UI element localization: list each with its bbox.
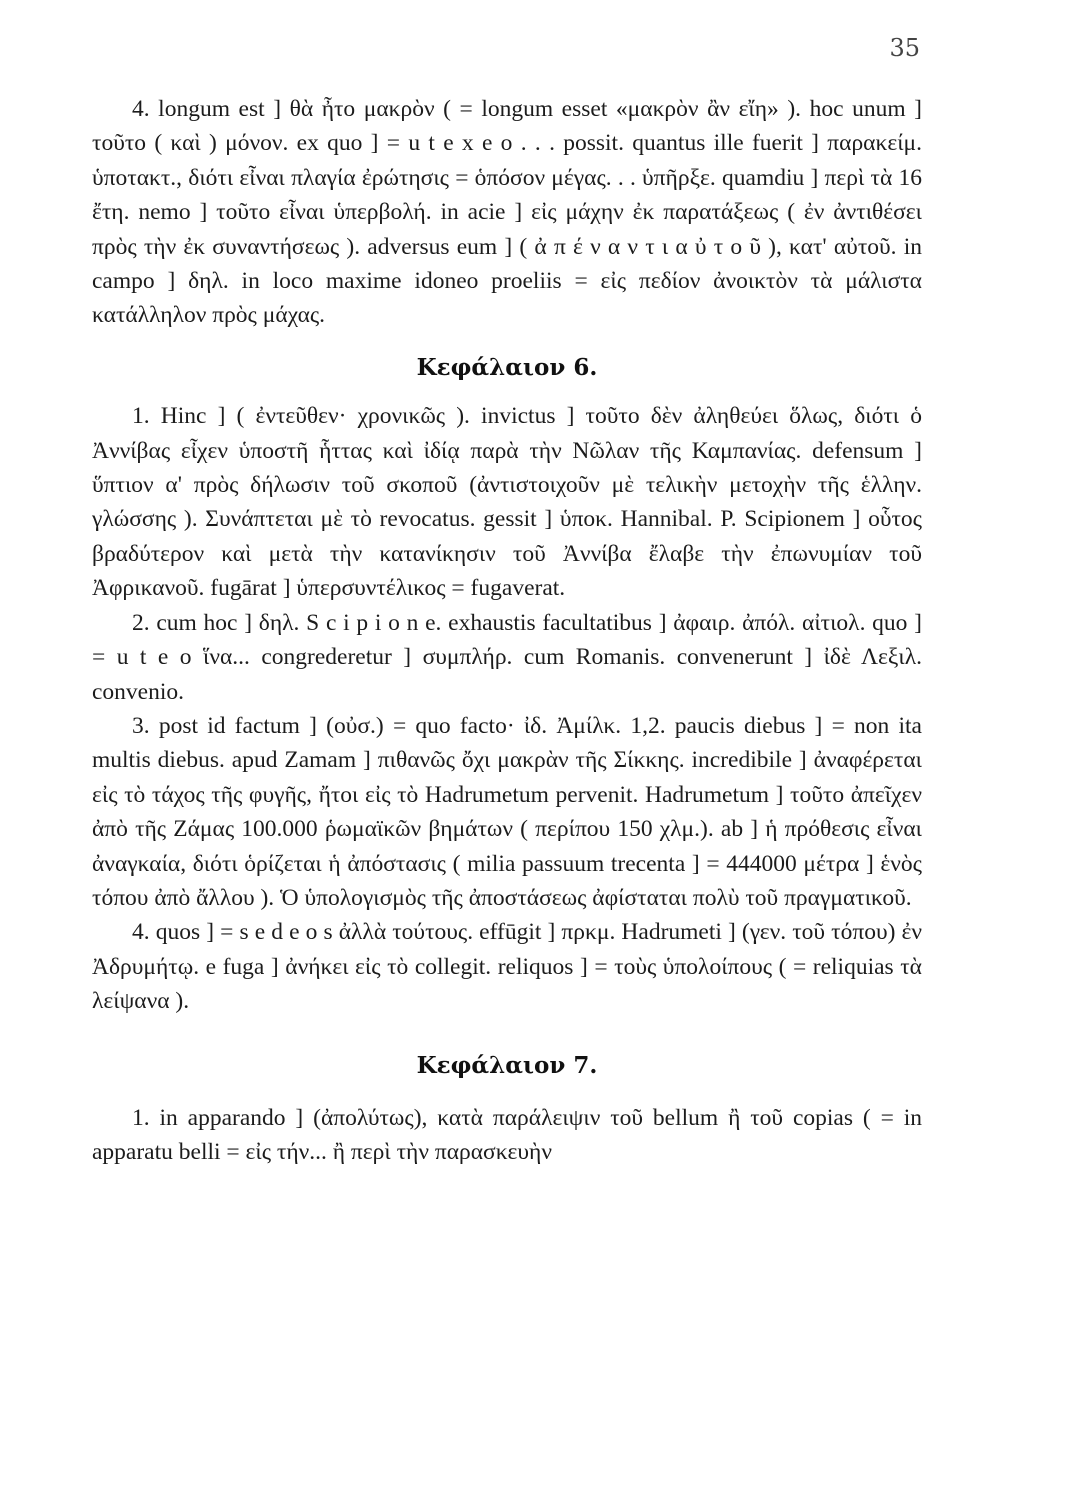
text-body — [92, 92, 922, 1170]
chapter-6-paragraph-2: 2. cum hoc ] δηλ. S c i p i o n e. exhaustis facultatibus ] ἀφαιρ. ἀπόλ. αἰτιολ. quo ] = u t e o ἵνα... congrederetur ] συμπλήρ. cum Romanis. convenerunt ] ἰδὲ Λεξιλ. convenio. — [92, 609, 922, 705]
chapter-7-paragraph-1: 1. in apparando ] (ἀπολύτως), κατὰ παράλειψιν τοῦ bellum ἢ τοῦ copias ( = in apparatu belli = εἰς τήν... ἢ περὶ τὴν παρασκευὴν — [92, 1104, 922, 1166]
chapter-6-heading: Κεφάλαιον 6. — [416, 353, 598, 381]
chapter-6-paragraph-3: 3. post id factum ] (οὐσ.) = quo facto· ἰδ. Ἀμίλκ. 1,2. paucis diebus ] = non ita multis diebus. apud Zamam ] πιθανῶς ὄχι μακρὰν τῆς Σίκκης. incredibile ] ἀναφέρεται εἰς τὸ τάχος τῆς φυγῆς, ἤτοι εἰς τὸ Hadrumetum pervenit. Hadrumetum ] τοῦτο ἀπεῖχεν ἀπὸ τῆς Ζάμας 100.000 ῥωμαϊκῶν βημάτων ( περίπου 150 χλμ.). ab ] ἡ πρόθεσις εἶναι ἀναγκαία, διότι ὁρίζεται ἡ ἀπόστασις ( milia passuum trecenta ] = 444000 μέτρα ] ἑνὸς τόπου ἀπὸ ἄλλου ). Ὁ ὑπολογισμὸς τῆς ἀποστάσεως ἀφίσταται πολὺ τοῦ πραγματικοῦ. — [92, 712, 922, 911]
chapter-7-heading: Κεφάλαιον 7. — [416, 1051, 598, 1079]
intro-paragraph: 4. longum est ] θὰ ἦτο μακρὸν ( = longum esset «μακρὸν ἂν εἴη» ). hoc unum ] τοῦτο ( καὶ ) μόνον. ex quo ] = u t e x e o . . . possit. quantus ille fuerit ] παρακείμ. ὑποτακτ., διότι εἶναι πλαγία ἐρώτησις = ὁπόσον μέγας. . . ὑπῆρξε. quamdiu ] περὶ τὰ 16 ἔτη. nemo ] τοῦτο εἶναι ὑπερβολή. in acie ] εἰς μάχην ἐκ παρατάξεως ( ἐν ἀντιθέσει πρὸς τὴν ἐκ συναντήσεως ). adversus eum ] ( ἀ π έ ν α ν τ ι α ὐ τ ο ῦ ), κατ' αὐτοῦ. in campo ] δηλ. in loco maxime idoneo proeliis = εἰς πεδίον ἀνοικτὸν τὰ μάλιστα κατάλληλον πρὸς μάχας. — [92, 96, 922, 329]
page-number: 35 — [889, 34, 920, 62]
chapter-6-paragraph-4: 4. quos ] = s e d e o s ἀλλὰ τούτους. effūgit ] πρκμ. Hadrumeti ] (γεν. τοῦ τόπου) ἐν Ἀδρυμήτῳ. e fuga ] ἀνήκει εἰς τὸ collegit. reliquos ] = τοὺς ὑπολοίπους ( = reliquias τὰ λείψανα ). — [92, 919, 922, 1015]
chapter-6-paragraph-1: 1. Hinc ] ( ἐντεῦθεν· χρονικῶς ). invictus ] τοῦτο δὲν ἀληθεύει ὅλως, διότι ὁ Ἀννίβας εἶχεν ὑποστῆ ἧττας καὶ ἰδίᾳ παρὰ τὴν Νῶλαν τῆς Καμπανίας. defensum ] ὕπτιον α' πρὸς δήλωσιν τοῦ σκοποῦ (ἀντιστοιχοῦν μὲ τελικὴν μετοχὴν τῆς ἑλλην. γλώσσης ). Συνάπτεται μὲ τὸ revocatus. gessit ] ὑποκ. Hannibal. P. Scipionem ] οὗτος βραδύτερον καὶ μετὰ τὴν κατανίκησιν τοῦ Ἀννίβα ἔλαβε τὴν ἐπωνυμίαν τοῦ Ἀφρικανοῦ. fugārat ] ὑπερσυντέλικος = fugaverat. — [92, 403, 922, 602]
